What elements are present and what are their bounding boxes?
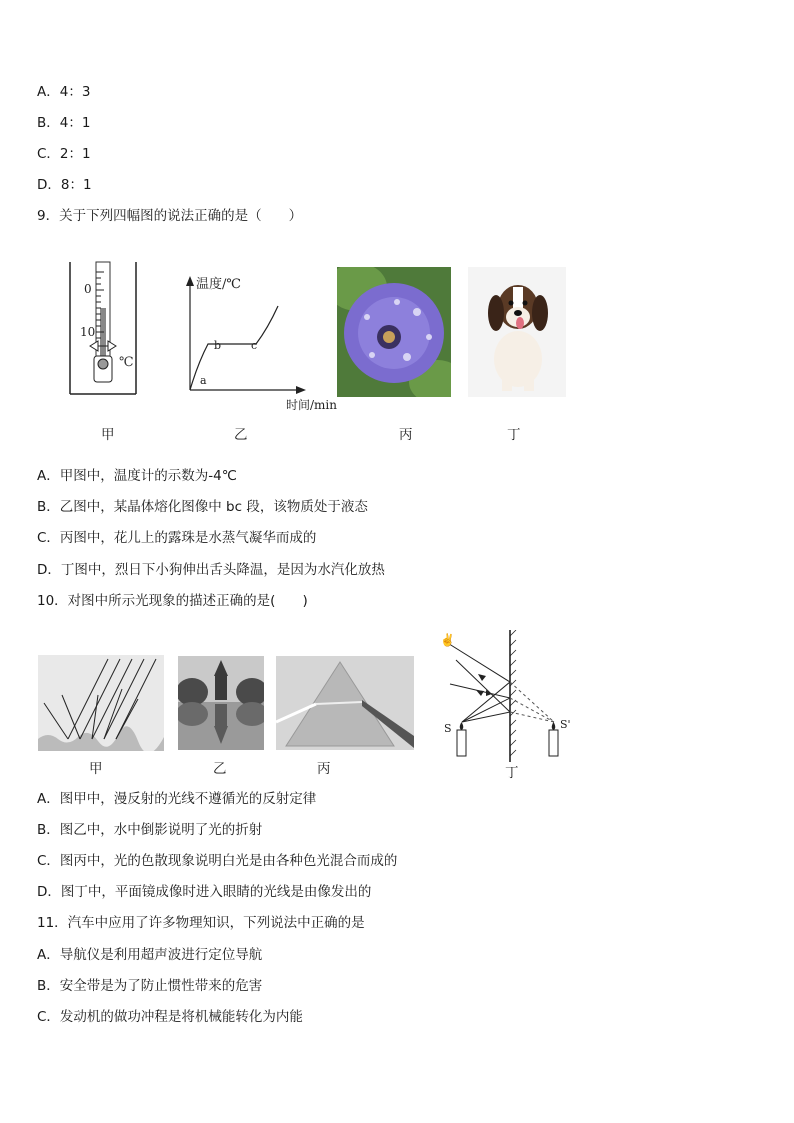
thermometer-tick-10: 10 bbox=[80, 325, 96, 339]
q9-stem: 9．关于下列四幅图的说法正确的是（ ） bbox=[37, 208, 303, 224]
dog-photo bbox=[468, 267, 566, 397]
morning-glory-photo bbox=[337, 267, 451, 397]
q8-option-b: B．4：1 bbox=[37, 115, 91, 131]
q10-option-b: B．图乙中，水中倒影说明了光的折射 bbox=[37, 822, 263, 838]
mirror-source-label: S bbox=[444, 722, 452, 735]
graph-point-a: a bbox=[200, 374, 207, 387]
q9-caption-bing: 丙 bbox=[399, 427, 413, 443]
q10-stem: 10．对图中所示光现象的描述正确的是( ) bbox=[37, 593, 308, 609]
q9-option-b: B．乙图中，某晶体熔化图像中 bc 段，该物质处于液态 bbox=[37, 499, 368, 515]
q8-option-a: A．4：3 bbox=[37, 84, 91, 100]
thermometer-unit: ℃ bbox=[119, 355, 134, 370]
q11-stem: 11．汽车中应用了许多物理知识，下列说法中正确的是 bbox=[37, 915, 365, 931]
q10-option-d: D．图丁中，平面镜成像时进入眼睛的光线是由像发出的 bbox=[37, 884, 372, 900]
q9-caption-jia: 甲 bbox=[101, 427, 115, 443]
q8-option-c: C．2：1 bbox=[37, 146, 91, 162]
q10-caption-ding: 丁 bbox=[505, 765, 519, 781]
pagoda-reflection-photo bbox=[178, 656, 264, 750]
q10-caption-yi: 乙 bbox=[213, 761, 227, 777]
graph-point-b: b bbox=[214, 339, 222, 352]
q10-caption-jia: 甲 bbox=[89, 761, 103, 777]
prism-dispersion-figure bbox=[276, 656, 414, 750]
diffuse-reflection-figure bbox=[38, 655, 164, 751]
plane-mirror-figure bbox=[436, 630, 576, 776]
q9-caption-yi: 乙 bbox=[234, 427, 248, 443]
q9-option-c: C．丙图中，花儿上的露珠是水蒸气凝华而成的 bbox=[37, 530, 317, 546]
thermometer-tick-0: 0 bbox=[84, 282, 92, 296]
q9-option-a: A．甲图中，温度计的示数为-4℃ bbox=[37, 468, 237, 484]
eye-icon: ✌ bbox=[440, 633, 455, 647]
q8-option-d: D．8：1 bbox=[37, 177, 92, 193]
q10-option-a: A．图甲中，漫反射的光线不遵循光的反射定律 bbox=[37, 791, 317, 807]
mirror-image-label: S' bbox=[560, 718, 571, 731]
thermometer-figure bbox=[62, 258, 152, 398]
q11-option-c: C．发动机的做功冲程是将机械能转化为内能 bbox=[37, 1009, 303, 1025]
q9-option-d: D．丁图中，烈日下小狗伸出舌头降温，是因为水汽化放热 bbox=[37, 562, 385, 578]
graph-point-c: c bbox=[251, 339, 258, 352]
melting-graph bbox=[178, 268, 348, 414]
q11-option-b: B．安全带是为了防止惯性带来的危害 bbox=[37, 978, 263, 994]
graph-xlabel: 时间/min bbox=[286, 398, 337, 412]
q9-caption-ding: 丁 bbox=[507, 427, 521, 443]
graph-ylabel: 温度/℃ bbox=[196, 277, 241, 292]
q10-option-c: C．图丙中，光的色散现象说明白光是由各种色光混合而成的 bbox=[37, 853, 398, 869]
q11-option-a: A．导航仪是利用超声波进行定位导航 bbox=[37, 947, 263, 963]
q10-caption-bing: 丙 bbox=[317, 761, 331, 777]
